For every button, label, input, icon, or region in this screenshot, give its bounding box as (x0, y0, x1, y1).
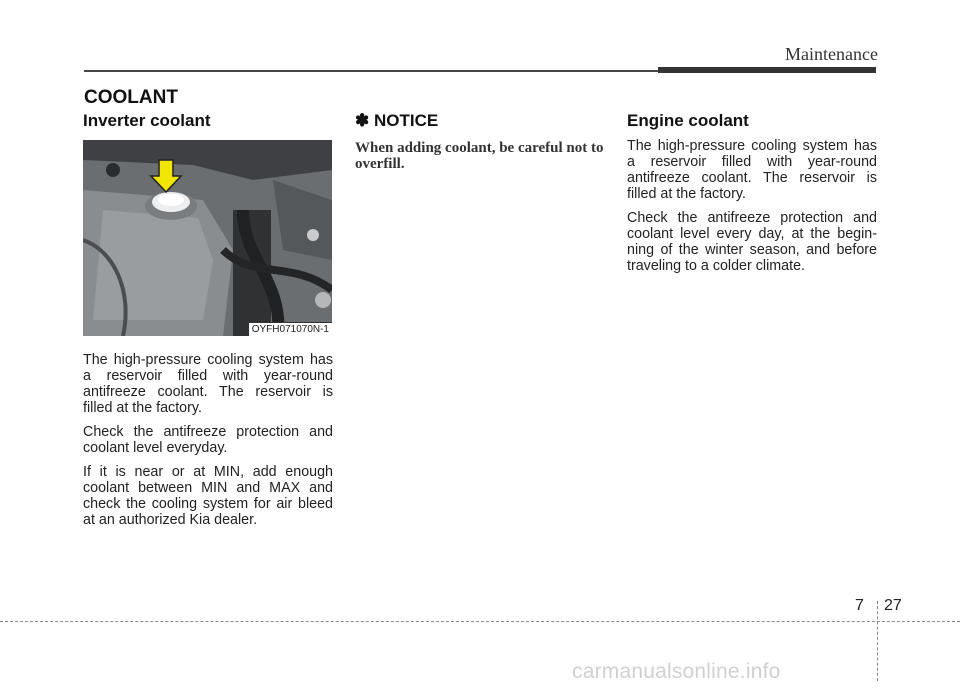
header-title: Maintenance (785, 44, 878, 64)
engine-heading: Engine coolant (627, 111, 749, 130)
footer-divider (877, 601, 878, 681)
inverter-paragraph-3: If it is near or at MIN, add enough coolant between MIN and MAX and check the cooling system for air bleed at an authorized Kia dealer. (83, 464, 333, 528)
inverter-paragraph-2: Check the antifreeze protection and coolant level everyday. (83, 424, 333, 456)
engine-bay-illustration (83, 140, 332, 336)
notice-text: When adding coolant, be careful not to overfill. (355, 140, 604, 172)
inverter-column (83, 110, 333, 536)
notice-column (355, 110, 605, 172)
inverter-paragraph-1: The high-pressure cooling system has a reservoir filled with year-round antifreeze coolant. The reservoir is filled at the factory. (83, 352, 333, 416)
engine-paragraph-1: The high-pressure cooling system has a reservoir filled with year-round antifreeze coolant. The reservoir is filled at the factory. (627, 138, 877, 202)
footer-rule (0, 621, 960, 622)
engine-column (627, 110, 877, 282)
chapter-number: 7 (855, 597, 864, 614)
engine-bay-photo (83, 140, 332, 336)
header-rule (84, 70, 658, 72)
header-rule-bold (658, 67, 876, 73)
engine-paragraph-2: Check the antifreeze protection and coolant level every day, at the begin-ning of the winter season, and before traveling to a colder climate. (627, 210, 877, 274)
image-code: OYFH071070N-1 (248, 322, 332, 336)
watermark: carmanualsonline.info (572, 660, 781, 683)
section-title: COOLANT (84, 87, 178, 108)
page-number: 27 (884, 597, 902, 614)
notice-heading: ✽ NOTICE (355, 111, 439, 130)
inverter-heading: Inverter coolant (83, 111, 211, 130)
